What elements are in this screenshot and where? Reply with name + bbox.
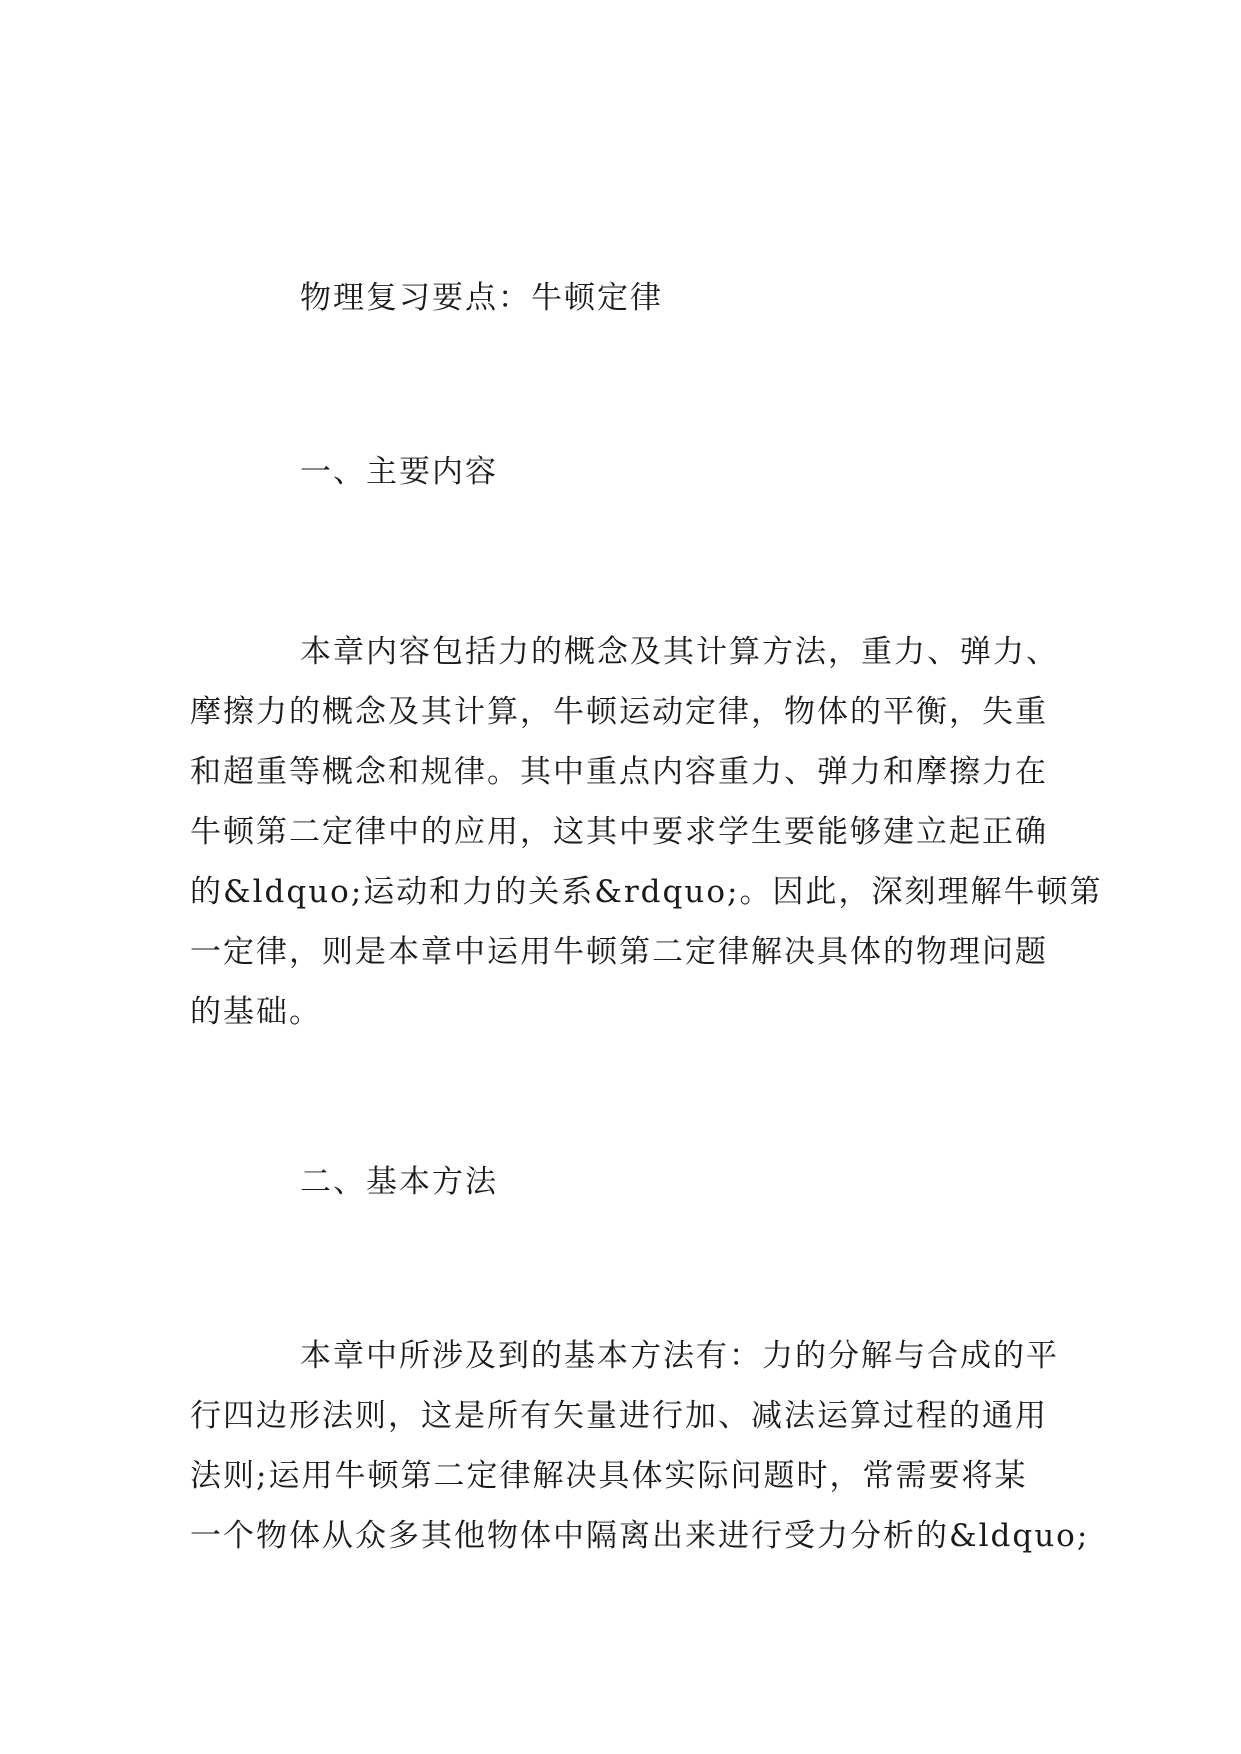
paragraph-line: 的&ldquo;运动和力的关系&rdquo;。因此，深刻理解牛顿第 [190, 874, 1103, 910]
paragraph-line: 的基础。 [190, 994, 322, 1030]
paragraph-line: 行四边形法则，这是所有矢量进行加、减法运算过程的通用 [190, 1398, 1048, 1434]
paragraph-line: 一定律，则是本章中运用牛顿第二定律解决具体的物理问题 [190, 934, 1048, 970]
section-heading-main-content: 一、主要内容 [300, 454, 498, 490]
document-title: 物理复习要点：牛顿定律 [300, 280, 663, 316]
paragraph-line: 摩擦力的概念及其计算，牛顿运动定律，物体的平衡，失重 [190, 694, 1048, 730]
paragraph-line: 本章内容包括力的概念及其计算方法，重力、弹力、 [300, 634, 1059, 670]
paragraph-line: 和超重等概念和规律。其中重点内容重力、弹力和摩擦力在 [190, 754, 1048, 790]
paragraph-line: 一个物体从众多其他物体中隔离出来进行受力分析的&ldquo; [190, 1518, 1090, 1554]
paragraph-line: 本章中所涉及到的基本方法有：力的分解与合成的平 [300, 1338, 1059, 1374]
paragraph-line: 牛顿第二定律中的应用，这其中要求学生要能够建立起正确 [190, 814, 1048, 850]
paragraph-line: 法则;运用牛顿第二定律解决具体实际问题时，常需要将某 [190, 1458, 1028, 1494]
section-heading-basic-methods: 二、基本方法 [300, 1164, 498, 1200]
